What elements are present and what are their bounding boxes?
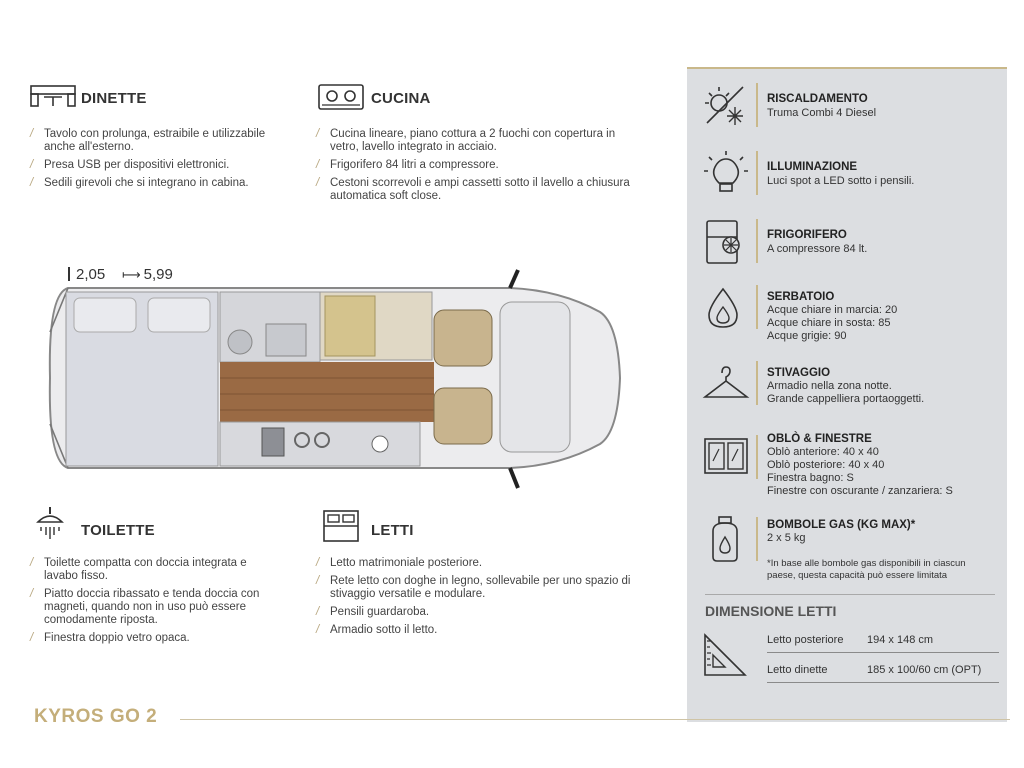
water-drop-icon — [701, 283, 751, 333]
cucina-title: CUCINA — [371, 90, 431, 107]
footer-rule — [180, 719, 1010, 720]
spec-line: Armadio nella zona notte. — [767, 380, 892, 392]
spec-line: Truma Combi 4 Diesel — [767, 107, 877, 119]
spec-line: 2 x 5 kg — [767, 532, 806, 544]
spec-note: *In base alle bombole gas disponibili in ciascun paese, questa capacità può essere limitata — [767, 558, 966, 581]
cucina-list — [316, 128, 646, 208]
length-icon: ⟼ — [122, 267, 141, 282]
letti-list — [316, 557, 646, 642]
kitchen-counter — [220, 422, 420, 466]
spec-title: STIVAGGIO — [767, 367, 831, 379]
spec-line: Acque chiare in sosta: 85 — [767, 317, 891, 329]
list-item: / Finestra doppio vetro opaca. — [30, 632, 280, 645]
set-square-icon — [701, 631, 749, 679]
bed-icon — [323, 510, 359, 542]
list-item: / Piatto doccia ribassato e tenda doccia con magneti, quando non in uso può essere comodamente riposta. — [30, 588, 280, 627]
list-item: / Toilette compatta con doccia integrata e lavabo fisso. — [30, 557, 280, 583]
toilette-list — [30, 557, 280, 650]
dinette-title: DINETTE — [81, 90, 147, 107]
dashboard — [500, 302, 570, 452]
toilette-title: TOILETTE — [81, 522, 155, 539]
dimension-row — [767, 630, 999, 653]
floor — [220, 362, 434, 422]
window-icon — [701, 433, 751, 483]
list-item: / Letto matrimoniale posteriore. — [316, 557, 646, 570]
dimension-value: 185 x 100/60 cm (OPT) — [867, 664, 982, 676]
spec-panel — [687, 67, 1007, 722]
spec-title: SERBATOIO — [767, 291, 835, 303]
heating-icon — [701, 81, 751, 131]
list-item: / Cucina lineare, piano cottura a 2 fuochi con copertura in vetro, lavello integrato in acciaio. — [316, 128, 646, 154]
spec-line: Luci spot a LED sotto i pensili. — [767, 175, 915, 187]
cab-seat-left — [434, 310, 492, 366]
spec-line: Oblò anteriore: 40 x 40 — [767, 446, 879, 458]
spec-line: Oblò posteriore: 40 x 40 — [767, 459, 885, 471]
spec-line: Acque chiare in marcia: 20 — [767, 304, 898, 316]
divider — [705, 594, 995, 595]
mirror — [510, 468, 518, 488]
spec-title: OBLÒ & FINESTRE — [767, 433, 872, 445]
list-item: / Armadio sotto il letto. — [316, 624, 646, 637]
list-item: / Presa USB per dispositivi elettronici. — [30, 159, 280, 172]
pillow — [74, 298, 136, 332]
dimension-title: DIMENSIONE LETTI — [705, 603, 837, 619]
gas-bottle-icon — [701, 515, 751, 565]
dimension-row — [767, 660, 999, 683]
list-item: / Sedili girevoli che si integrano in cabina. — [30, 177, 280, 190]
toilet — [228, 330, 252, 354]
fridge-icon — [701, 217, 751, 267]
dinette-icon — [30, 85, 76, 109]
bulb-icon — [701, 149, 751, 199]
dimension-value: 194 x 148 cm — [867, 634, 934, 646]
dinette-list — [30, 128, 280, 195]
spec-line: Grande cappelliera portaoggetti. — [767, 393, 925, 405]
list-item: / Frigorifero 84 litri a compressore. — [316, 159, 646, 172]
list-item: / Tavolo con prolunga, estraibile e utilizzabile anche all'esterno. — [30, 128, 280, 154]
spec-title: FRIGORIFERO — [767, 229, 847, 241]
spec-line: Finestra bagno: S — [767, 472, 854, 484]
spec-line: A compressore 84 lt. — [767, 243, 868, 255]
cab-seat-right — [434, 388, 492, 444]
stove-icon — [318, 84, 364, 110]
floor-plan — [40, 262, 630, 494]
mirror — [510, 270, 518, 288]
fridge-snowflake — [372, 436, 388, 452]
letti-title: LETTI — [371, 522, 414, 539]
dimension-label: Letto dinette — [767, 664, 828, 676]
list-item: / Rete letto con doghe in legno, sollevabile per uno spazio di stivaggio versatile e modulare. — [316, 575, 646, 601]
list-item: / Pensili guardaroba. — [316, 606, 646, 619]
spec-line: Acque grigie: 90 — [767, 330, 847, 342]
shower-tray — [266, 324, 306, 356]
bench-cushion — [325, 296, 375, 356]
shower-icon — [33, 506, 67, 544]
spec-line: Finestre con oscurante / zanzariera: S — [767, 485, 953, 497]
height-value: 2,05 — [76, 266, 106, 283]
length-value: 5,99 — [143, 266, 173, 283]
spec-title: ILLUMINAZIONE — [767, 161, 858, 173]
spec-title: RISCALDAMENTO — [767, 93, 868, 105]
list-item: / Cestoni scorrevoli e ampi cassetti sotto il lavello a chiusura automatica soft close. — [316, 177, 646, 203]
dimension-label: Letto posteriore — [767, 634, 844, 646]
hanger-icon — [701, 359, 751, 409]
spec-title: BOMBOLE GAS (KG MAX)* — [767, 519, 916, 531]
pillow — [148, 298, 210, 332]
sink — [262, 428, 284, 456]
model-name: KYROS GO 2 — [34, 706, 158, 727]
